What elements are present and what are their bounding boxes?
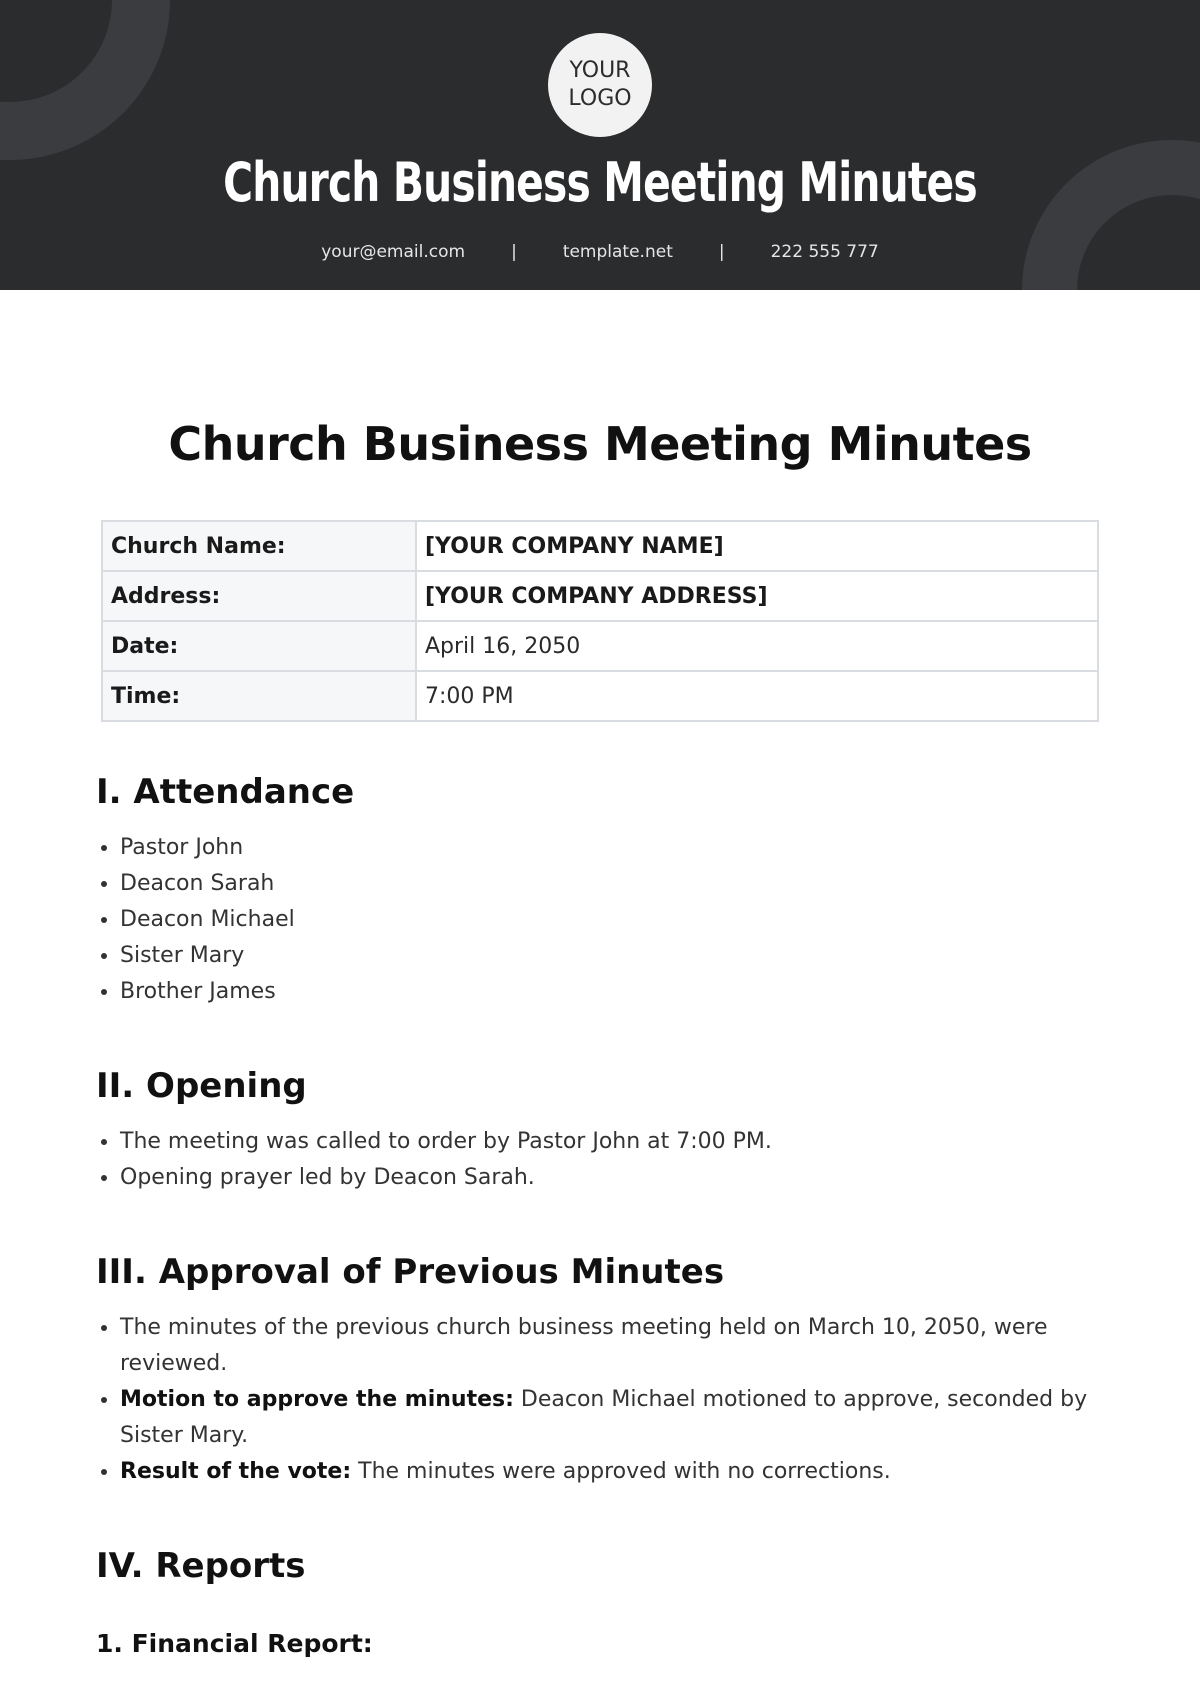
list-item: • Sister Mary <box>120 938 1106 974</box>
list-item <box>120 1454 1106 1490</box>
list-item <box>120 1382 1106 1454</box>
contact-phone: 222 555 777 <box>770 242 879 262</box>
list-item: • Opening prayer led by Deacon Sarah. <box>120 1160 1106 1196</box>
section-heading-reports: IV. Reports <box>96 1546 306 1586</box>
table-label-cell: Church Name: <box>102 521 416 571</box>
contact-separator: | <box>511 242 517 262</box>
vote-result-label: Result of the vote: <box>120 1459 352 1484</box>
contact-line <box>0 240 1200 264</box>
table-row <box>102 521 1098 571</box>
meeting-info-table <box>101 520 1099 722</box>
logo-placeholder <box>548 33 652 137</box>
table-row <box>102 671 1098 721</box>
table-value-cell: [YOUR COMPANY ADDRESS] <box>416 571 1098 621</box>
table-row <box>102 621 1098 671</box>
section-heading-attendance: I. Attendance <box>96 772 355 812</box>
contact-email: your@email.com <box>321 242 466 262</box>
minutes-content <box>96 770 1106 1660</box>
list-item: • Deacon Michael <box>120 902 1106 938</box>
list-item: • Pastor John <box>120 830 1106 866</box>
table-row <box>102 571 1098 621</box>
header-banner <box>0 0 1200 290</box>
motion-text: Deacon Michael motioned to approve, seconded by Sister Mary. <box>120 1387 1088 1448</box>
vote-result-text: The minutes were approved with no corrections. <box>351 1459 891 1484</box>
attendance-list <box>96 830 1106 1010</box>
motion-label: Motion to approve the minutes: <box>120 1387 514 1412</box>
table-value-cell: April 16, 2050 <box>416 621 1098 671</box>
list-item: • Deacon Sarah <box>120 866 1106 902</box>
decorative-ring-top-left <box>0 0 170 160</box>
opening-list <box>96 1124 1106 1196</box>
table-value-cell: [YOUR COMPANY NAME] <box>416 521 1098 571</box>
document-title: Church Business Meeting Minutes <box>168 417 1032 471</box>
contact-website: template.net <box>562 242 673 262</box>
list-item: • The meeting was called to order by Pastor John at 7:00 PM. <box>120 1124 1106 1160</box>
table-label-cell: Time: <box>102 671 416 721</box>
header-title: Church Business Meeting Minutes <box>223 151 977 214</box>
contact-separator: | <box>718 242 725 262</box>
table-label-cell: Date: <box>102 621 416 671</box>
list-item: • The minutes of the previous church business meeting held on March 10, 2050, were reviewed. <box>120 1310 1106 1382</box>
table-value-cell: 7:00 PM <box>416 671 1098 721</box>
list-item: • Brother James <box>120 974 1106 1010</box>
section-heading-opening: II. Opening <box>96 1066 307 1106</box>
section-heading-approval: III. Approval of Previous Minutes <box>96 1252 725 1292</box>
approval-list <box>96 1310 1106 1490</box>
subheading-financial-report: 1. Financial Report: <box>96 1629 373 1658</box>
logo-line-1: YOUR <box>569 58 631 83</box>
table-label-cell: Address: <box>102 571 416 621</box>
logo-line-2: LOGO <box>568 86 632 111</box>
